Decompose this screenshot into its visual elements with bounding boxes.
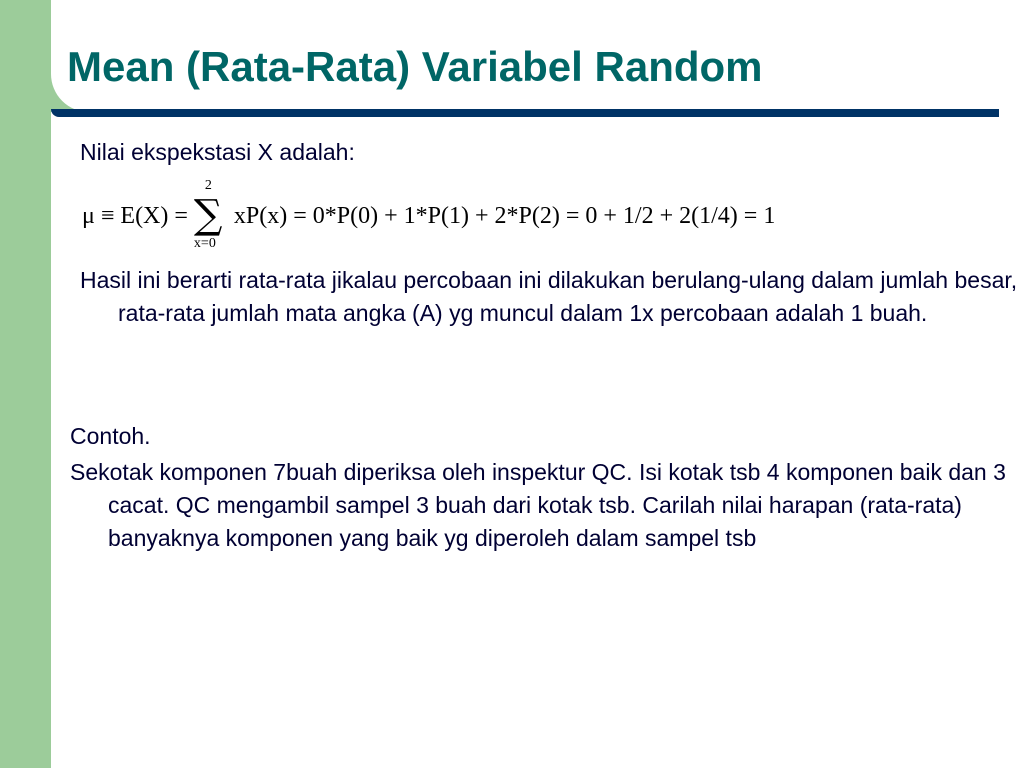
example-label: Contoh.: [70, 423, 151, 449]
slide-title: Mean (Rata-Rata) Variabel Random: [67, 43, 763, 90]
title-underline-rule: [51, 109, 999, 117]
expectation-formula: [82, 180, 902, 260]
formula-line: [82, 178, 776, 251]
left-accent-bar: [0, 0, 51, 768]
formula-rhs: xP(x) = 0*P(0) + 1*P(1) + 2*P(2) = 0 + 1/2 + 2(1/4) = 1: [233, 203, 776, 229]
intro-text: Nilai ekspekstasi X adalah:: [80, 139, 355, 165]
sum-lower-limit: x=0: [193, 236, 216, 251]
sigma-icon: ∑: [193, 192, 223, 238]
formula-lhs: μ ≡ E(X) =: [82, 203, 188, 229]
example-paragraph: Sekotak komponen 7buah diperiksa oleh inspektur QC. Isi kotak tsb 4 komponen baik dan 3 cacat. QC mengambil sampel 3 buah dari kotak tsb. Carilah nilai harapan (rata-rata) banyaknya komponen yang baik yg diperoleh dalam sampel tsb: [70, 459, 1006, 551]
summation-symbol: [193, 178, 228, 251]
explanation-paragraph: Hasil ini berarti rata-rata jikalau percobaan ini dilakukan berulang-ulang dalam jumlah besar, rata-rata jumlah mata angka (A) yg muncul dalam 1x percobaan adalah 1 buah.: [80, 267, 1018, 326]
sum-upper-limit: 2: [204, 178, 212, 193]
